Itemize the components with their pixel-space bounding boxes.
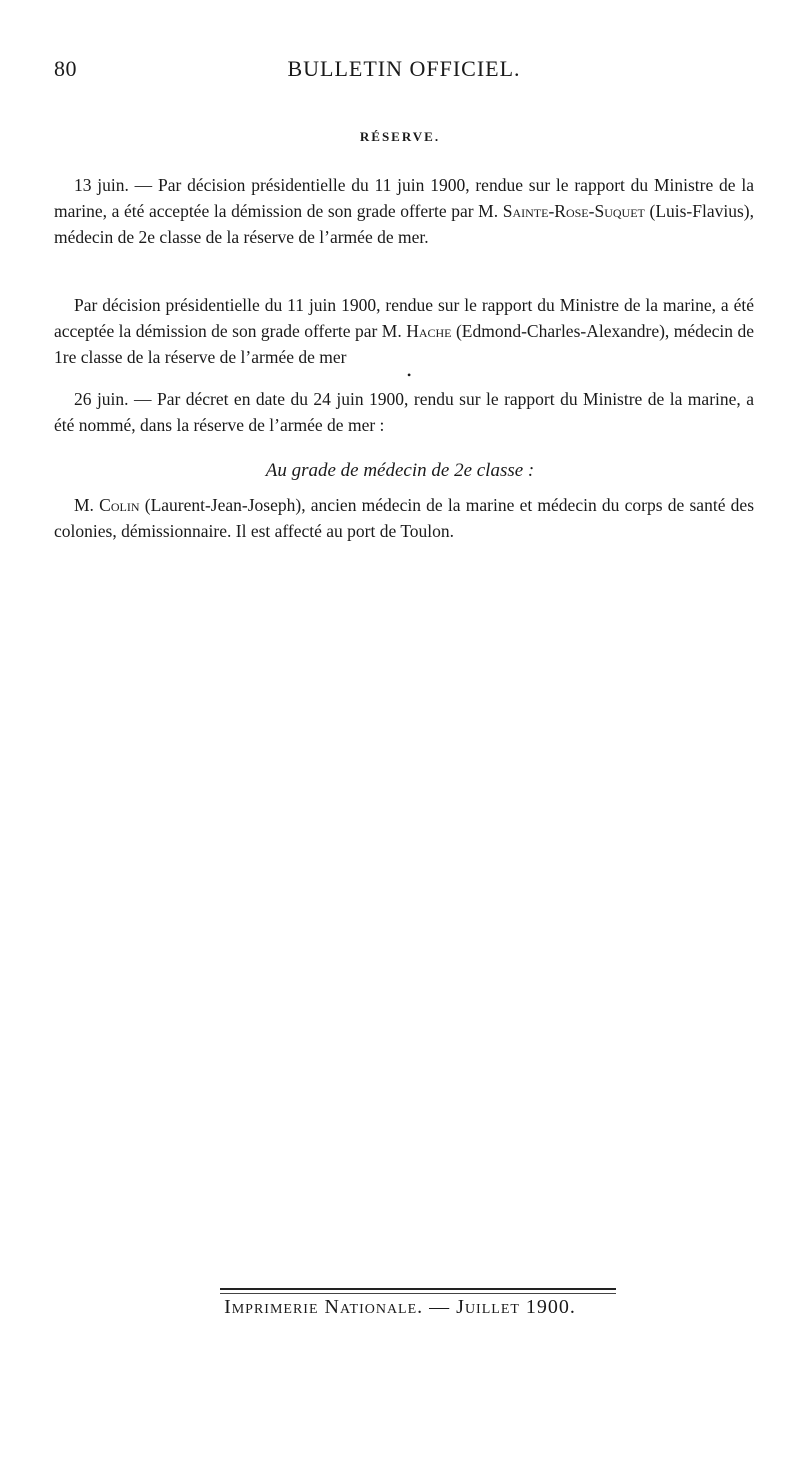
paragraph-2-name: Hache [406, 321, 452, 341]
paragraph-1-text-b: (Luis-Flavius), médecin de 2e classe de la réserve de l’armée de mer. [54, 201, 754, 247]
grade-subheading: Au grade de médecin de 2e classe : [265, 460, 535, 481]
page-number: 80 [54, 56, 77, 81]
paragraph-1-text-a: — Par décision présidentielle du 11 juin 1900, rendue sur le rapport du Ministre de la marine, a été acceptée la démission de son grade offerte par M. [54, 175, 754, 221]
paragraph-2 [54, 292, 754, 370]
paragraph-2-text-a: Par décision présidentielle du 11 juin 1900, rendue sur le rapport du Ministre de la marine, a été acceptée la démission de son grade offerte par M. [54, 295, 754, 341]
paragraph-1 [54, 172, 754, 250]
section-heading: RÉSERVE. [359, 129, 441, 144]
footer-rule [220, 1288, 616, 1290]
paragraph-3 [54, 386, 754, 438]
footer-rule-thin [220, 1293, 616, 1294]
paragraph-1-date: 13 juin. [74, 175, 129, 195]
page-header [54, 56, 754, 88]
paragraph-4-name: Colin [99, 495, 140, 515]
paragraph-2-text-b: (Edmond-Charles-Alexandre), médecin de 1re classe de la réserve de l’armée de mer [54, 321, 754, 367]
ink-dot-mark: • [407, 368, 412, 382]
imprint-line: Imprimerie Nationale. — Juillet 1900. [224, 1296, 576, 1318]
paragraph-4-text-b: (Laurent-Jean-Joseph), ancien médecin de la marine et médecin du corps de santé des colonies, démissionnaire. Il est affecté au port de Toulon. [54, 495, 755, 541]
paragraph-1-name: Sainte-Rose-Suquet [502, 201, 645, 221]
paragraph-3-text: — Par décret en date du 24 juin 1900, rendu sur le rapport du Ministre de la marine, a été nommé, dans la réserve de l’armée de mer : [54, 389, 754, 435]
paragraph-3-date: 26 juin. [74, 389, 129, 409]
paragraph-4-text-a: M. [74, 495, 100, 515]
paragraph-4 [54, 492, 754, 544]
running-title: BULLETIN OFFICIEL. [287, 56, 521, 81]
